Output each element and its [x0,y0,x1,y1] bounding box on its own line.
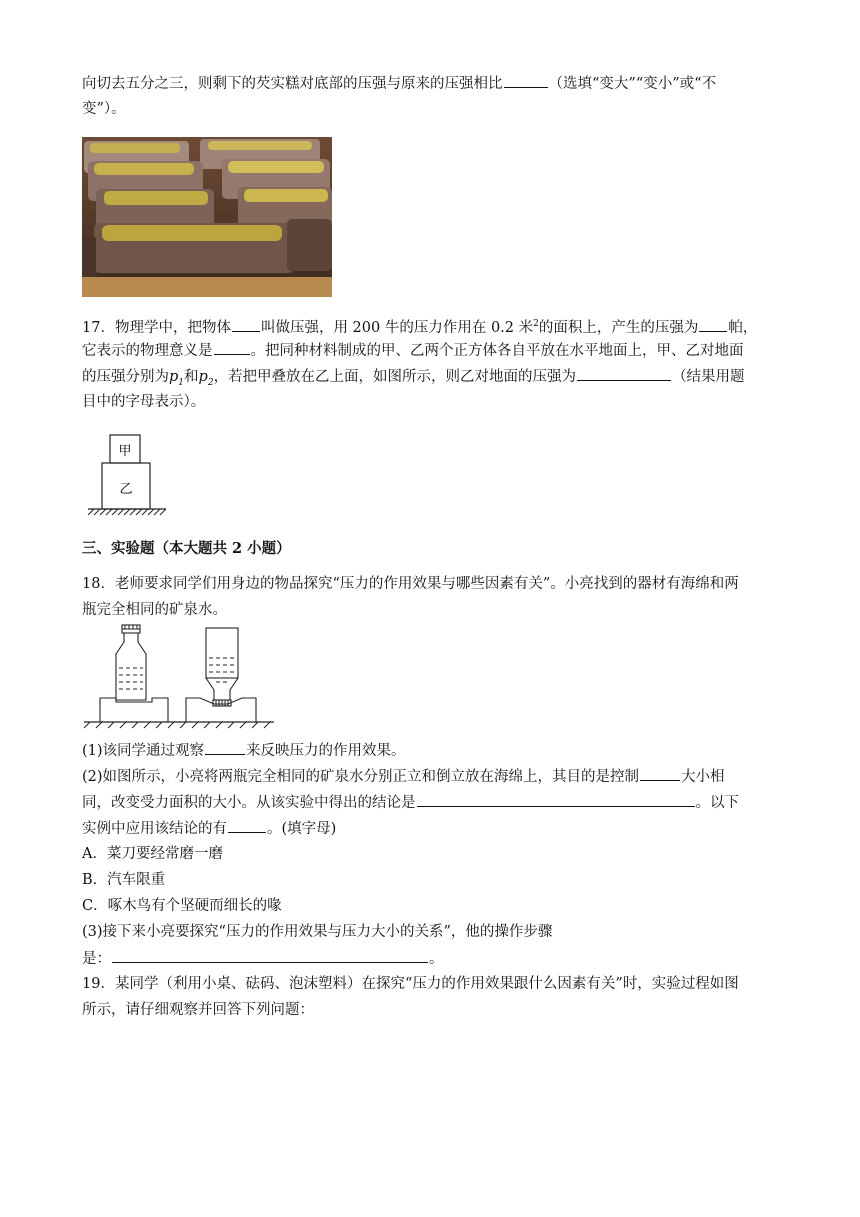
q18-line-2 [82,600,227,620]
option-c-text: C．啄木鸟有个坚硬而细长的喙 [82,898,282,914]
q18-s3-a: (3)接下来小亮要探究“压力的作用效果与压力大小的关系”，他的操作步骤 [82,924,553,940]
q16-text-b: （选填“变大”“变小”或“不 [548,76,717,92]
q18-sub-2 [82,766,725,787]
q18-s2-d: 。以下 [695,795,739,811]
q18-s1-a: (1)该同学通过观察 [82,743,205,759]
q17-text-d: 帕， [728,319,758,336]
q18-s1-b: 来反映压力的作用效果。 [246,743,406,759]
q18-option-a[interactable] [82,844,223,864]
q17-line-4 [82,392,205,412]
q17-text-c: 的面积上，产生的压强为 [538,319,699,336]
q19-text-a: 19．某同学（利用小桌、砝码、泡沫塑料）在探究“压力的作用效果跟什么因素有关”时，实验过程如图 [82,976,739,992]
q16-text-a: 向切去五分之三，则剩下的芡实糕对底部的压强与原来的压强相比 [82,76,503,92]
q18-text-a: 18．老师要求同学们用身边的物品探究“压力的作用效果与哪些因素有关”。小亮找到的器材有海绵和两 [82,576,739,592]
q18-blank-3[interactable] [417,792,695,807]
q17-text-b: 叫做压强，用 200 牛的压力作用在 0.2 米 [260,319,534,336]
q17-blank-4[interactable] [577,366,671,381]
q17-text-e: 它表示的物理意义是 [82,343,213,359]
section-title: 三、实验题（本大题共 2 小题） [82,540,291,557]
q19-text-b: 所示，请仔细观察并回答下列问题： [82,1002,314,1018]
qianshi-cake-photo [82,137,332,297]
q17-and: 和 [184,369,199,385]
q16-text-c: 变”）。 [82,101,126,117]
stacked-cubes-figure [84,433,168,519]
q16-line-2 [82,99,126,119]
q18-option-c[interactable] [82,896,282,916]
q17-text-i: （结果用题 [672,369,745,385]
section-heading [82,539,291,559]
q16-line-1 [82,73,716,94]
q18-blank-2[interactable] [640,766,680,781]
q18-s3-b: 是： [82,951,111,967]
q17-text-h: ，若把甲叠放在乙上面，如图所示，则乙对地面的压强为 [213,369,577,385]
q18-s2-a: (2)如图所示，小亮将两瓶完全相同的矿泉水分别正立和倒立放在海绵上，其目的是控制 [82,769,640,785]
option-a-text: A．菜刀要经常磨一磨 [82,846,223,862]
q18-sub-3 [82,922,552,942]
q17-text-a: 17．物理学中，把物体 [82,319,231,336]
bottles-on-sponge-figure [82,622,278,730]
option-b-text: B．汽车限重 [82,872,166,888]
q18-s2-e: 实例中应用该结论的有 [82,821,227,837]
q19-line-1 [82,974,739,994]
q17-text-f: 。把同种材料制成的甲、乙两个正方体各自平放在水平地面上，甲、乙对地面 [250,343,744,359]
q16-answer-blank[interactable] [504,73,548,88]
q17-sup: 2 [533,319,539,329]
q18-sub-2-cont2 [82,818,336,839]
q18-blank-5[interactable] [112,948,428,963]
q18-sub-2-cont [82,792,739,813]
q18-option-b[interactable] [82,870,165,890]
q17-p2: p [198,369,208,385]
q17-p1: p [169,369,179,385]
q18-s3-c: 。 [429,951,444,967]
q18-s2-c: 同，改变受力面积的大小。从该实验中得出的结论是 [82,795,416,811]
q19-line-2 [82,1000,314,1020]
q18-blank-4[interactable] [228,818,266,833]
q17-text-j: 目中的字母表示）。 [82,394,206,410]
q17-p1-sub: 1 [178,377,185,388]
q17-line-3 [82,366,745,393]
q17-line-2 [82,340,744,361]
q18-s2-b: 大小相 [681,769,725,785]
cube-yi-label: 乙 [119,482,133,497]
q18-line-1 [82,574,739,594]
q18-s2-f: 。(填字母) [267,821,337,837]
cube-jia-label: 甲 [118,444,132,459]
q17-line-1 [82,314,757,338]
q17-blank-3[interactable] [214,340,250,355]
q18-text-b: 瓶完全相同的矿泉水。 [82,602,227,618]
q18-sub-3-cont [82,948,444,969]
q17-blank-1[interactable] [232,317,260,332]
q17-text-g: 的压强分别为 [82,369,169,385]
q18-blank-1[interactable] [205,740,245,755]
q18-sub-1 [82,740,406,761]
q17-blank-2[interactable] [699,317,727,332]
q17-p2-sub: 2 [207,377,214,388]
